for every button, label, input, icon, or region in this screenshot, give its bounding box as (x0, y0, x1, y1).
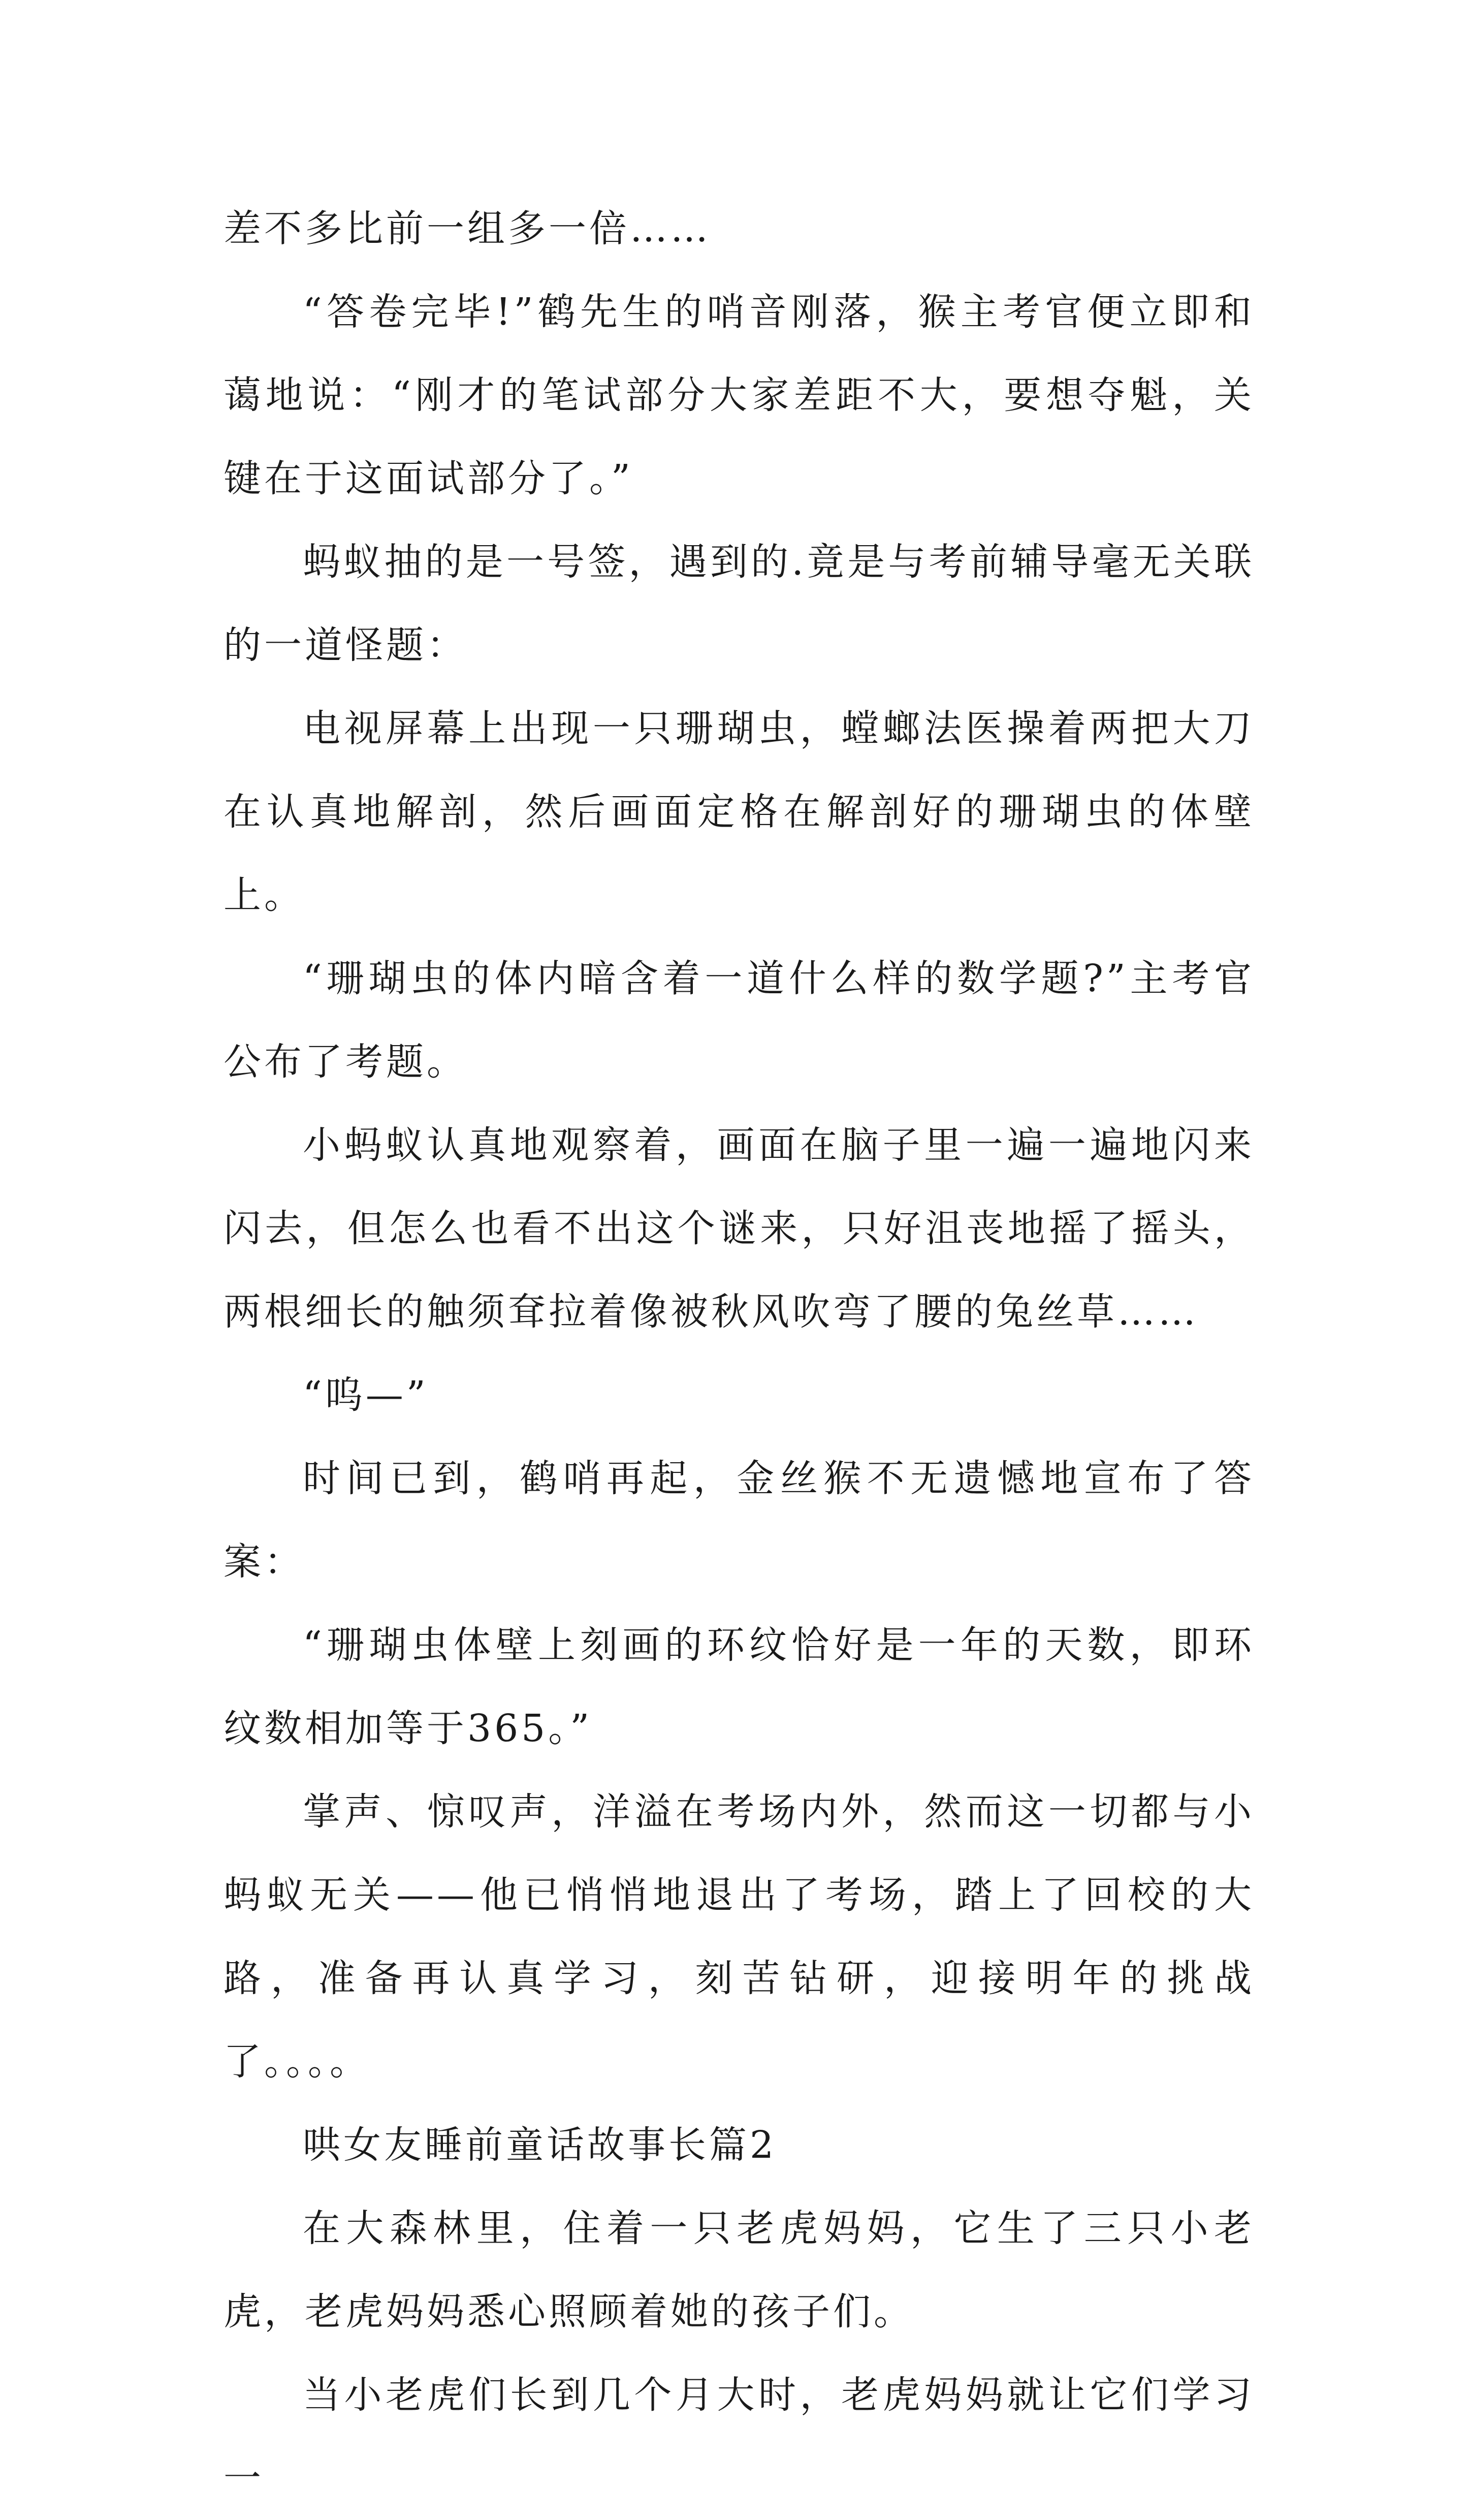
paragraph-5: “珊瑚虫的体内暗含着一道什么样的数学题?”主考官公布了考题。 (223, 957, 1255, 1084)
paragraph-10: 掌声、惊叹声，洋溢在考场内外，然而这一切都与小蚂蚁无关——他已悄悄地退出了考场，踏上了回校的大路，准备再认真学习，刻苦钻研，迎接明年的挑战了。。。。 (223, 1790, 1255, 2084)
paragraph-1: 差不多比前一组多一倍…… (223, 207, 711, 250)
paragraph-7: “呜—” (303, 1373, 429, 1417)
paragraph-4: 电视屏幕上出现一只珊瑚虫，螳螂法医操着两把大刀在认真地解剖，然后画面定格在解剖好的珊瑚虫的体壁上。 (223, 707, 1255, 917)
document-body (223, 187, 1255, 2520)
paragraph-2: “答卷完毕!”鹤先生的哨音刚落，猴主考官便立即和蔼地说：“刚才的笔试部分大家差距不大，要想夺魁，关键在于这面试部分了。” (223, 290, 1255, 500)
paragraph-11: 在大森林里，住着一只老虎妈妈，它生了三只小老虎，老虎妈妈悉心照顾着她的孩子们。 (223, 2207, 1255, 2334)
paragraph-8: 时间已到，鹤哨再起，金丝猴不无遗憾地宣布了答案： (223, 1457, 1255, 1584)
paragraph-12: 当小老虎们长到几个月大时，老虎妈妈就让它们学习一 (223, 2373, 1255, 2500)
paragraph-3: 蚂蚁抽的是一号签，遇到的.竟是与考前辅导毫无关联的一道怪题： (223, 540, 1255, 667)
paragraph-6: 小蚂蚁认真地观察着，画面在脑子里一遍一遍地闪来闪去，但怎么也看不出这个谜来，只好沮丧地摇了摇头，两根细长的触须耷拉着像被秋风吹弯了腰的兔丝草…… (223, 1123, 1255, 1334)
paragraph-9: “珊瑚虫体壁上刻画的环纹恰好是一年的天数，即环纹数相加等于365。” (223, 1623, 1255, 1750)
section-heading: 哄女友睡前童话故事长篇2 (303, 2123, 777, 2167)
